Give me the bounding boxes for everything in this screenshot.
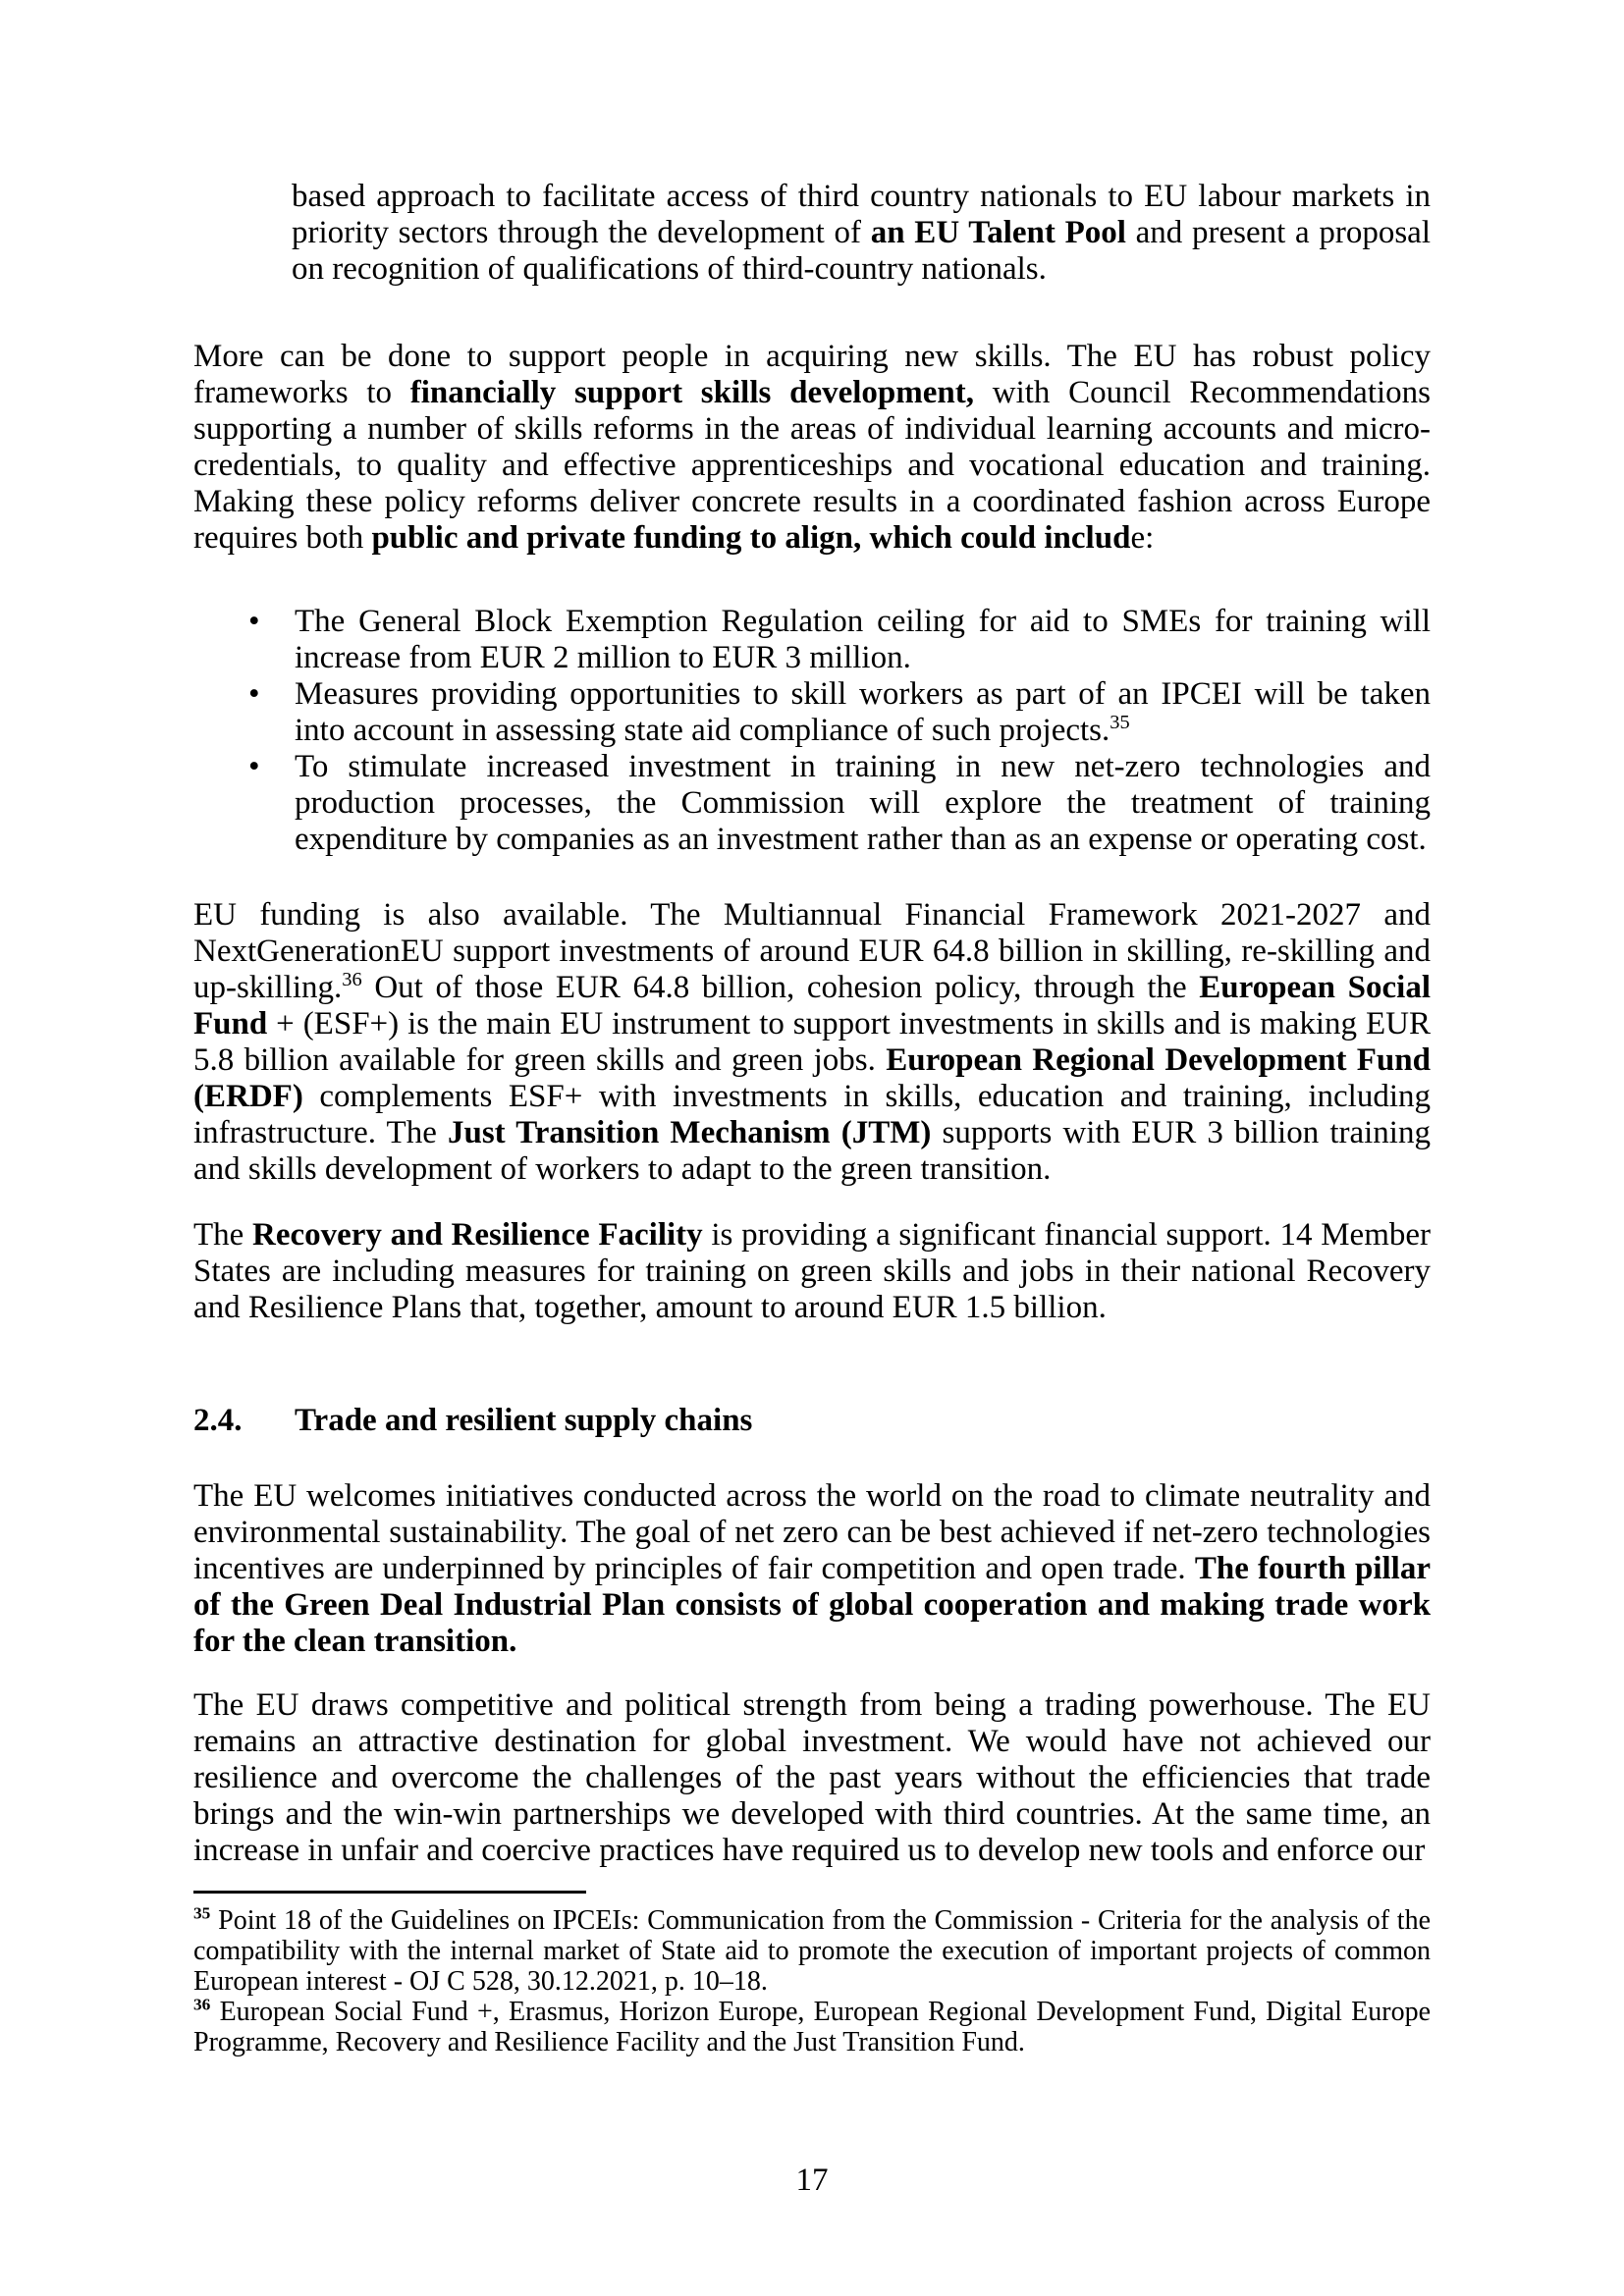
text-run: based approach to facilitate access of third country nationals to EU labour markets in priority sectors through the development of	[292, 179, 1431, 250]
section-heading-2-4	[193, 1403, 1431, 1439]
text-run-bold: public and private funding to align, which could includ	[371, 520, 1131, 556]
text-run: To stimulate increased investment in training in new net-zero technologies and production processes, the Commission will explore the treatment of training expenditure by companies as an investment rather than as an expense or operating cost.	[295, 749, 1431, 857]
text-run: and present a proposal on recognition of qualifications of third-country nationals.	[292, 215, 1431, 287]
text-run-bold: Just Transition Mechanism (JTM)	[447, 1115, 932, 1150]
section-number: 2.4.	[193, 1403, 243, 1438]
text-run: The EU welcomes initiatives conducted across the world on the road to climate neutrality and environmental sustainability. The goal of net zero can be best achieved if net-zero technologies incentives are underpinned by principles of fair competition and open trade.	[193, 1478, 1431, 1586]
section-title: Trade and resilient supply chains	[295, 1403, 753, 1438]
bullet-item-ipcei	[193, 676, 1431, 749]
text-run-bold: Recovery and Resilience Facility	[252, 1217, 703, 1253]
text-run-bold: European Regional Development Fund (ERDF)	[193, 1042, 1431, 1114]
text-run: e:	[1130, 520, 1155, 556]
bullet-list	[193, 604, 1431, 858]
text-run: + (ESF+) is the main EU instrument to support investments in skills and is making EUR 5.8 billion available for green skills and green jobs.	[193, 1006, 1431, 1078]
text-run-bold: European Social Fund	[193, 970, 1431, 1041]
text-run: is providing a significant financial support. 14 Member States are including measures for training on green skills and jobs in their national Recovery and Resilience Plans that, together, amount to around EUR 1.5 billion.	[193, 1217, 1432, 1325]
text-run: More can be done to support people in acquiring new skills. The EU has robust policy frameworks to	[193, 339, 1431, 410]
text-run: The EU draws competitive and political strength from being a trading powerhouse. The EU remains an attractive destination for global investment. We would have not achieved our resilience and overcome the challenges of the past years without the efficiencies that trade brings and the win-win partnerships we developed with third countries. At the same time, an increase in unfair and coercive practices have required us to develop new tools and enforce our	[193, 1687, 1431, 1868]
footnote-area	[193, 1891, 1431, 2057]
paragraph-trading-powerhouse	[193, 1687, 1431, 1869]
text-run: Measures providing opportunities to skill workers as part of an IPCEI will be taken into account in assessing state aid compliance of such projects.	[295, 676, 1431, 748]
footnote-text: Point 18 of the Guidelines on IPCEIs: Communication from the Commission - Criteria for the analysis of the compatibility with the internal market of State aid to promote the execution of important projects of common European interest - OJ C 528, 30.12.2021, p. 10–18.	[193, 1905, 1432, 1997]
text-run: with Council Recommendations supporting a number of skills reforms in the areas of individual learning accounts and micro-credentials, to quality and effective apprenticeships and vocational education and training. Making these policy reforms deliver concrete results in a coordinated fashion across Europe requires both	[193, 375, 1432, 556]
footnote-text: European Social Fund +, Erasmus, Horizon Europe, European Regional Development Fund, Digital Europe Programme, Recovery and Resilience Facility and the Just Transition Fund.	[193, 1997, 1432, 2057]
text-run: The	[193, 1217, 253, 1253]
paragraph-skills-development	[193, 339, 1431, 557]
text-run-bold: financially support skills development,	[409, 375, 974, 410]
footnote-marker-35: 35	[193, 1903, 211, 1923]
bullet-item-training-investment	[193, 749, 1431, 858]
footnote-separator	[193, 1891, 586, 1894]
paragraph-recovery-facility	[193, 1217, 1431, 1326]
paragraph-eu-funding	[193, 897, 1431, 1188]
footnote-36	[193, 1997, 1431, 2057]
footnote-marker-36: 36	[193, 1995, 211, 2014]
text-run-bold: an EU Talent Pool	[870, 215, 1126, 250]
bullet-item-gber	[193, 604, 1431, 676]
paragraph-talent-pool	[292, 179, 1431, 288]
text-run-bold: The fourth pillar of the Green Deal Industrial Plan consists of global cooperation and making trade work for the clean transition.	[193, 1551, 1431, 1659]
paragraph-trade-intro	[193, 1478, 1431, 1660]
text-run: supports with EUR 3 billion training and skills development of workers to adapt to the green transition.	[193, 1115, 1431, 1187]
footnote-35	[193, 1905, 1431, 1997]
text-run: EU funding is also available. The Multiannual Financial Framework 2021-2027 and NextGenerationEU support investments of around EUR 64.8 billion in skilling, re-skilling and up-skilling.	[193, 897, 1431, 1005]
footnote-reference-35: 35	[1110, 712, 1130, 733]
page-number: 17	[795, 2163, 829, 2198]
text-run: Out of those EUR 64.8 billion, cohesion policy, through the	[361, 970, 1200, 1005]
text-run: The General Block Exemption Regulation ceiling for aid to SMEs for training will increase from EUR 2 million to EUR 3 million.	[295, 604, 1431, 675]
text-run: complements ESF+ with investments in skills, education and training, including infrastructure. The	[193, 1079, 1431, 1150]
footnote-reference-36: 36	[342, 969, 362, 990]
